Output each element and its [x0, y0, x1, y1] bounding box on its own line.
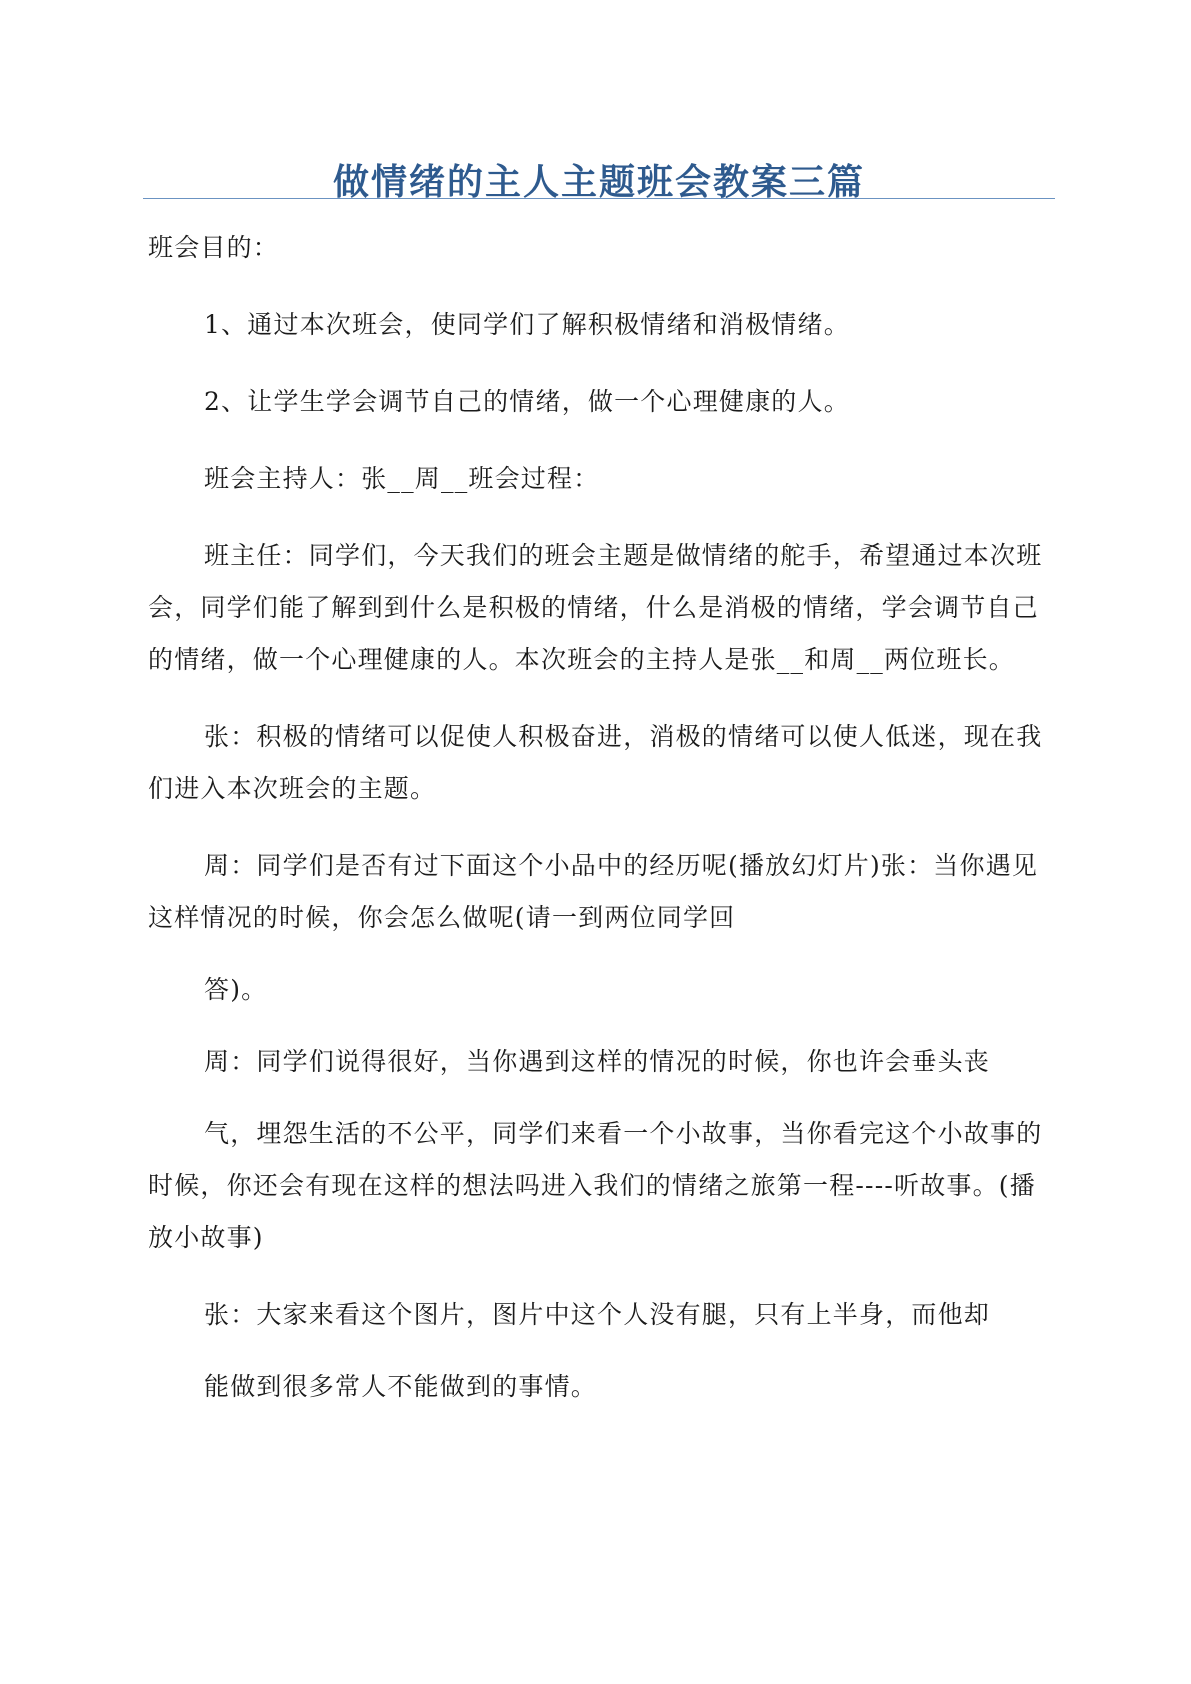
paragraph-purpose-heading: 班会目的：: [148, 233, 280, 262]
paragraph-purpose-2: 2、让学生学会调节自己的情绪，做一个心理健康的人。: [204, 387, 850, 416]
paragraph-zhang-1: 张：积极的情绪可以促使人积极奋进，消极的情绪可以使人低迷，现在我们进入本次班会的主题。: [148, 722, 1043, 803]
title-divider: [143, 198, 1055, 199]
paragraph-zhou-1: 周：同学们是否有过下面这个小品中的经历呢(播放幻灯片)张：当你遇见这样情况的时候，你会怎么做呢(请一到两位同学回: [148, 851, 1039, 932]
paragraph-zhang-2: 张：大家来看这个图片，图片中这个人没有腿，只有上半身，而他却: [204, 1300, 991, 1329]
paragraph-hosts: 班会主持人：张__周__班会过程：: [204, 464, 600, 493]
paragraph-story: 气，埋怨生活的不公平，同学们来看一个小故事，当你看完这个小故事的时候，你还会有现在这样的想法吗进入我们的情绪之旅第一程----听故事。(播放小故事): [148, 1119, 1043, 1252]
paragraph-purpose-1: 1、通过本次班会，使同学们了解积极情绪和消极情绪。: [204, 310, 850, 339]
paragraph-teacher-intro: 班主任：同学们，今天我们的班会主题是做情绪的舵手，希望通过本次班会，同学们能了解到到什么是积极的情绪，什么是消极的情绪，学会调节自己的情绪，做一个心理健康的人。本次班会的主持人是张__和周__两位班长。: [148, 541, 1043, 674]
paragraph-zhou-2: 周：同学们说得很好，当你遇到这样的情况的时候，你也许会垂头丧: [204, 1047, 991, 1076]
document-body: [148, 222, 1052, 1438]
paragraph-zhang-3: 能做到很多常人不能做到的事情。: [204, 1372, 598, 1401]
page-title: 做情绪的主人主题班会教案三篇: [332, 161, 865, 204]
paragraph-answer: 答)。: [204, 975, 268, 1004]
